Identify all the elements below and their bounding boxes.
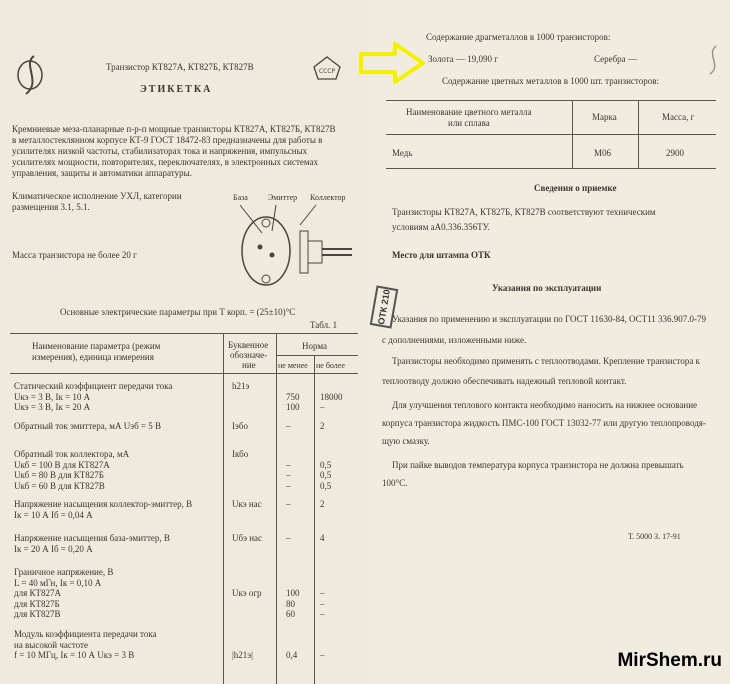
mass-text: Масса транзистора не более 20 г (12, 250, 137, 260)
diagram-label-base: База (233, 193, 248, 202)
intro-line: Кремниевые меза-планарные п-р-п мощные транзисторы КТ827А, КТ827Б, КТ827В (12, 124, 336, 134)
param-text: Uкэ = 3 В, Iк = 20 А (14, 402, 91, 412)
param-symbol: Uбэ нас (232, 533, 262, 543)
norm-max: 4 (320, 533, 325, 543)
norm-max: – (320, 609, 325, 619)
norm-min: 750 (286, 391, 300, 402)
usage-line: теплоотводу должно обеспечивать надежный тепловой контакт. (382, 376, 627, 386)
head-max: не более (316, 361, 345, 370)
param-text: Граничное напряжение, В (14, 567, 114, 577)
label-heading: ЭТИКЕТКА (140, 84, 213, 95)
factory-logo-icon (12, 52, 48, 98)
param-text: Статический коэффициент передачи тока (14, 381, 173, 391)
params-table (10, 333, 360, 684)
param-text: для КТ827В (14, 609, 61, 619)
highlight-arrow-icon (357, 40, 427, 86)
intro-line: усилителях низкой частоты, стабилизаторах тока и напряжения, импульсных (12, 146, 308, 156)
head-norm: Норма (302, 341, 327, 351)
svg-text:СССР: СССР (318, 68, 336, 75)
norm-max: 0,5 (320, 480, 332, 491)
climate-line: Климатическое исполнение УХЛ, категории (12, 191, 182, 201)
usage-line: 100°С. (382, 478, 408, 488)
param-text: Обратный ток коллектора, мА (14, 449, 130, 459)
norm-min: – (286, 421, 291, 431)
param-text: Iк = 20 А Iб = 0,20 А (14, 543, 93, 554)
right-document-page (366, 0, 730, 684)
document-header-title: Транзистор КТ827А, КТ827Б, КТ827В (106, 62, 254, 72)
param-text: Напряжение насыщения база-эмиттер, В (14, 533, 170, 543)
norm-max: – (320, 650, 325, 660)
factory-logo-icon (702, 44, 726, 76)
norm-min: 60 (286, 609, 295, 619)
norm-max: 2 (320, 421, 325, 431)
usage-line: Транзисторы необходимо применять с теплоотводами. Крепление транзистора к (392, 356, 700, 366)
acceptance-line: Транзисторы КТ827А, КТ827Б, КТ827В соответствуют техническим (392, 207, 656, 217)
head-min: не менее (278, 361, 308, 370)
usage-line: с дополнениями, изложенными ниже. (382, 335, 527, 345)
norm-max: 0,5 (320, 459, 332, 470)
usage-line: При пайке выводов температура корпуса транзистора не должна превышать (392, 460, 684, 470)
diagram-label-emitter: Эмиттер (268, 193, 298, 202)
climate-line: размещения 3.1, 5.1. (12, 202, 90, 212)
metal-cell-name: Медь (392, 148, 413, 158)
metal-head-name: Наименование цветного металла (406, 107, 532, 117)
norm-max: 18000 (320, 391, 343, 402)
usage-line: корпуса транзистора жидкость ПМС-100 ГОСТ 13032-77 или другую теплопроводя- (382, 418, 706, 428)
param-text: Обратный ток эмиттера, мА Uэб = 5 В (14, 421, 162, 431)
norm-min: 100 (286, 588, 300, 598)
nonferrous-table (386, 100, 716, 170)
param-symbol: Iкбо (232, 449, 249, 459)
usage-line: щую смазку. (382, 436, 430, 446)
head-symbol: Буквенное (228, 340, 269, 350)
usage-line: Указания по применению и эксплуатации по ГОСТ 11630-84, ОСТ11 336.907.0-79 (392, 314, 707, 324)
head-symbol: ние (242, 360, 256, 370)
metal-head-mass: Масса, г (662, 112, 695, 122)
param-symbol: Uкэ нас (232, 499, 262, 509)
head-param: измерения), единица измерения (32, 352, 154, 362)
usage-line: Для улучшения теплового контакта необходимо наносить на нижнее основание (392, 400, 698, 410)
norm-max: – (320, 402, 325, 412)
param-text: для КТ827Б (14, 598, 60, 609)
param-text: Uкб = 100 В для КТ827А (14, 459, 110, 470)
param-text: Uкэ = 3 В, Iк = 10 А (14, 391, 91, 402)
norm-max: – (320, 588, 325, 598)
norm-min: – (286, 459, 291, 470)
params-title: Основные электрические параметры при Т корп. = (25±10)°С (60, 307, 296, 317)
metal-cell-grade: М06 (594, 148, 612, 158)
metal-head-name: или сплава (448, 118, 490, 128)
norm-max: 0,5 (320, 470, 332, 480)
head-param: Наименование параметра (режим (32, 341, 161, 351)
norm-max: – (320, 598, 325, 609)
silver-content: Серебра — (594, 54, 637, 64)
norm-min: 100 (286, 402, 300, 412)
diagram-label-collector: Коллектор (310, 193, 346, 202)
nonferrous-title: Содержание цветных металлов в 1000 шт. транзисторов: (442, 76, 659, 86)
acceptance-line: условиям аА0.336.356ТУ. (392, 222, 490, 232)
head-symbol: обозначе- (230, 350, 268, 360)
norm-min: 0,4 (286, 650, 298, 660)
param-text: Uкб = 60 В для КТ827В (14, 480, 105, 491)
intro-line: усилителях мощности, повторителях, переключателях, в электронных системах (12, 157, 319, 167)
param-text: Uкб = 80 В для КТ827Б (14, 470, 104, 480)
watermark: MirShem.ru (617, 650, 722, 671)
norm-min: 80 (286, 598, 295, 609)
param-text: на высокой частоте (14, 639, 88, 650)
table-number: Табл. 1 (310, 320, 338, 330)
param-text: f = 10 МГц, Iк = 10 А Uкэ = 3 В (14, 650, 135, 660)
param-text: L = 40 мГн, Iк = 0,10 А (14, 577, 102, 588)
param-text: Iк = 10 А Iб = 0,04 А (14, 509, 93, 520)
gold-content: Золота — 19,090 г (428, 54, 498, 64)
metal-cell-mass: 2900 (666, 148, 684, 158)
acceptance-title: Сведения о приемке (534, 183, 617, 193)
transistor-package-drawing (236, 203, 356, 295)
otk-stamp-place: Место для штампа ОТК (392, 250, 491, 260)
print-code: Т. 5000 З. 17-91 (628, 532, 681, 541)
metal-head-grade: Марка (592, 112, 617, 122)
param-symbol: |h21э| (232, 650, 253, 660)
param-text: Модуль коэффициента передачи тока (14, 629, 157, 639)
norm-max: 2 (320, 499, 325, 509)
param-text: Напряжение насыщения коллектор-эмиттер, В (14, 499, 193, 509)
intro-line: в металлостеклянном корпусе КТ-9 ГОСТ 18472-83 предназначены для работы в (12, 135, 323, 145)
usage-title: Указания по эксплуатации (492, 283, 602, 293)
precious-metals-title: Содержание драгметаллов в 1000 транзисторов: (426, 32, 611, 42)
norm-min: – (286, 480, 291, 491)
param-symbol: Iэбо (232, 421, 248, 431)
norm-min: – (286, 499, 291, 509)
norm-min: – (286, 533, 291, 543)
quality-mark-icon (312, 55, 342, 81)
intro-line: управления, защиты и автоматики аппаратуры. (12, 168, 192, 178)
param-symbol: h21э (232, 381, 250, 391)
otk-stamp: ОТК 210 (370, 285, 399, 328)
norm-min: – (286, 470, 291, 480)
param-text: для КТ827А (14, 588, 61, 598)
param-symbol: Uкэ огр (232, 588, 262, 598)
